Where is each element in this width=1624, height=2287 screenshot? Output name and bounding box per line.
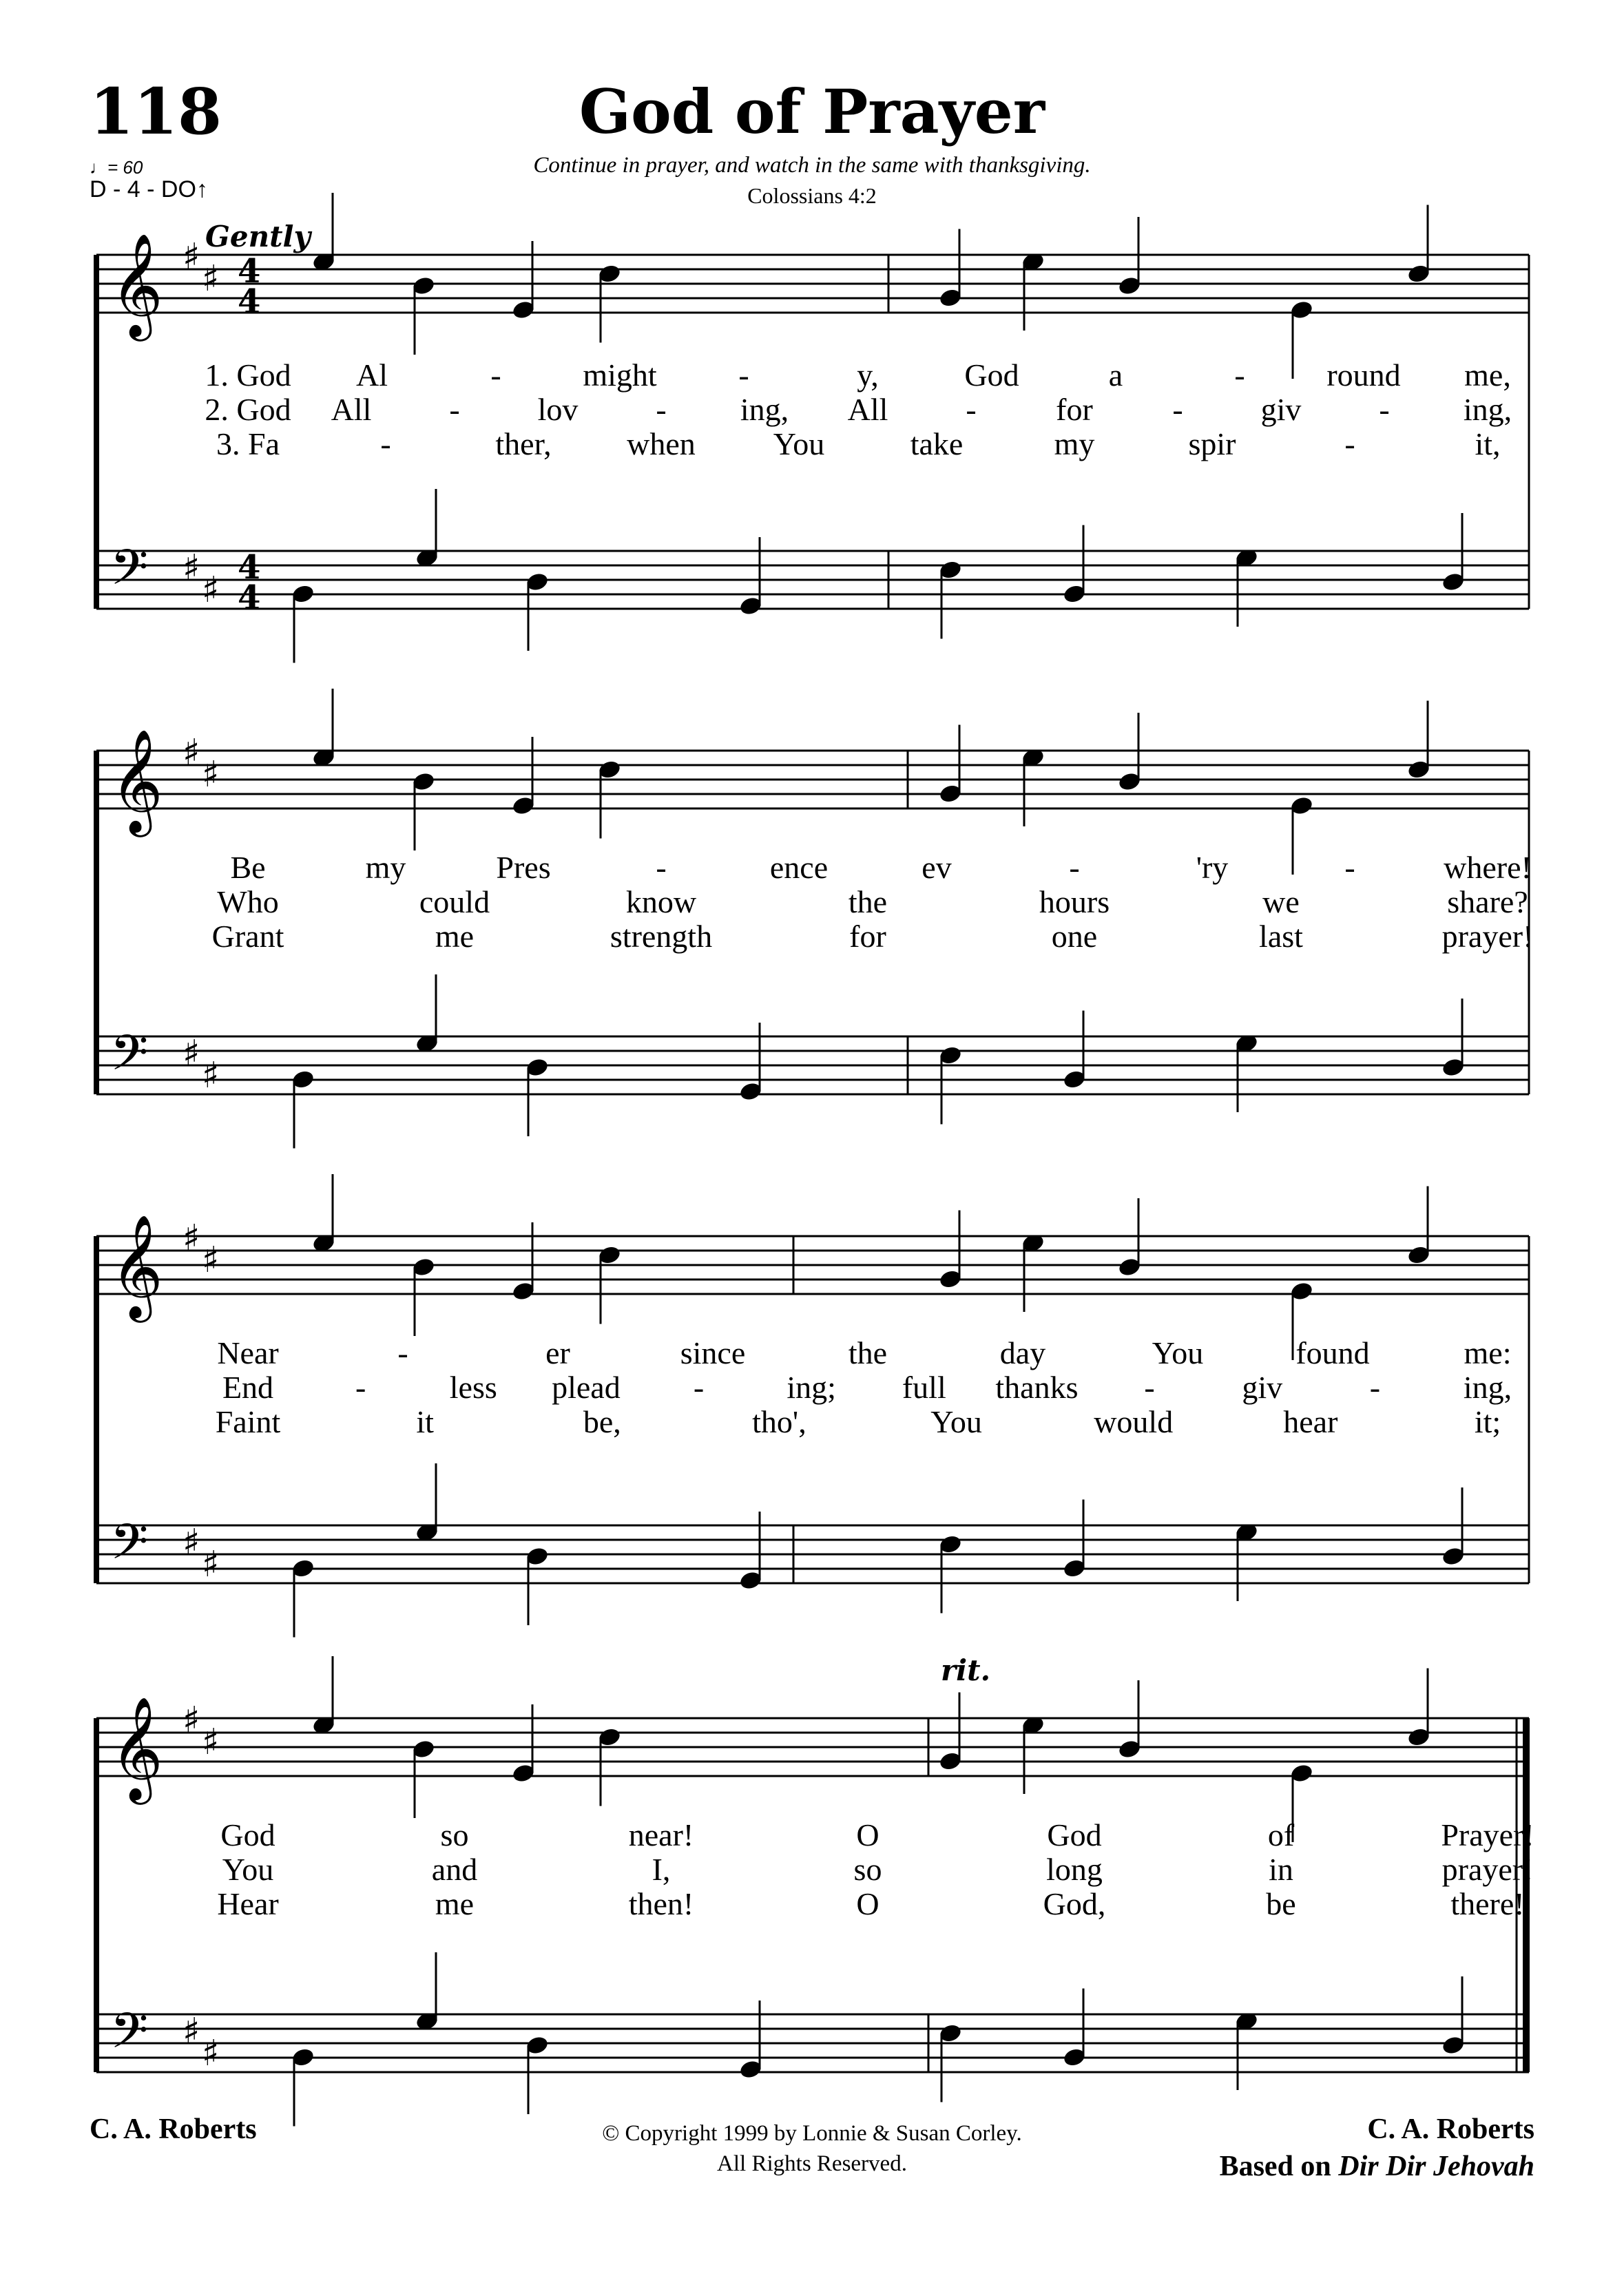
lyric-syllable: in [1269,1852,1293,1887]
sharp-icon: ♯ [183,1700,200,1741]
system-1 [96,232,1529,617]
lyric-syllable: - [1069,850,1080,885]
bass-staff [96,539,1529,617]
treble-staff [96,232,1529,342]
lyric-syllable: know [625,884,697,919]
lyric-syllable: You [930,1404,982,1439]
lyric-syllable: my [365,850,406,885]
sharp-icon: ♯ [183,236,200,278]
lyric-syllable: the [848,1335,888,1370]
lyric-syllable: - [1369,1370,1381,1405]
lyric-syllable: me [435,1886,475,1921]
arranger-credit: C. A. Roberts [1367,2113,1534,2145]
lyric-syllable: could [419,884,490,919]
rights-notice: All Rights Reserved. [717,2151,907,2176]
lyric-syllable: plead [552,1370,621,1405]
lyric-syllable: there! [1450,1886,1525,1921]
staff-systems [96,193,1529,2127]
lyric-syllable: prayer! [1441,1852,1534,1887]
lyric-syllable: - [693,1370,705,1405]
lyric-syllable: Near [217,1335,279,1370]
lyric-syllable: less [449,1370,497,1405]
sharp-icon: ♯ [183,547,200,589]
sharp-icon: ♯ [202,2033,220,2074]
lyric-syllable: O [856,1817,879,1852]
lyric-line-3-1 [217,1335,1511,1370]
direction-ritardando: rit. [941,1653,991,1687]
lyric-syllable: O [856,1886,879,1921]
lyric-syllable: so [440,1817,469,1852]
lyric-syllable: a [1108,357,1123,393]
lyric-syllable: - [1172,392,1183,427]
lyric-syllable: You [1152,1335,1204,1370]
lyric-syllable: me, [1464,357,1511,393]
lyric-syllable: Hear [217,1886,279,1921]
lyric-syllable: when [627,426,696,461]
lyric-syllable: 3. Fa [216,426,280,461]
treble-clef-icon: 𝄞 [110,728,163,833]
lyric-syllable: ing, [740,392,789,427]
lyric-syllable: me [435,919,475,954]
lyric-syllable: and [431,1852,478,1887]
time-signature-bottom: 4 [238,578,261,617]
lyric-syllable: 'ry [1196,850,1229,885]
lyric-syllable: long [1046,1852,1103,1887]
lyric-syllable: of [1267,1817,1295,1852]
lyrics-layer [205,357,1534,1921]
composer-credit: C. A. Roberts [90,2113,257,2145]
lyric-syllable: near! [628,1817,694,1852]
lyric-syllable: found [1295,1335,1370,1370]
lyric-syllable: - [1144,1370,1155,1405]
lyric-syllable: thanks [995,1370,1079,1405]
lyric-line-2-1 [230,850,1531,885]
hymn-number: 118 [90,74,222,149]
sharp-icon: ♯ [202,258,220,300]
system-2 [96,728,1529,1096]
sharp-icon: ♯ [183,1218,200,1259]
lyric-syllable: hear [1283,1404,1338,1439]
sharp-icon: ♯ [183,2011,200,2052]
bass-staff [96,2003,1529,2074]
lyric-syllable: Faint [215,1404,281,1439]
lyric-line-4-2 [222,1852,1534,1887]
bass-clef-icon: 𝄢 [110,2003,149,2071]
lyric-syllable: where! [1444,850,1532,885]
lyric-syllable: - [656,392,667,427]
lyric-syllable: Al [356,357,388,393]
hymn-title: God of Prayer [579,76,1045,147]
lyric-syllable: - [738,357,749,393]
lyric-syllable: er [545,1335,570,1370]
lyric-syllable: ing, [1463,392,1512,427]
sharp-icon: ♯ [202,1055,220,1096]
lyric-line-3-2 [222,1370,1512,1405]
lyric-syllable: - [1344,850,1355,885]
lyric-syllable: God, [1043,1886,1106,1921]
lyric-syllable: prayer! [1441,919,1534,954]
lyric-syllable: the [848,884,888,919]
treble-clef-icon: 𝄞 [110,1213,163,1318]
lyric-syllable: it [416,1404,434,1439]
quarter-note-icon: ♩ [90,157,107,178]
lyric-syllable: it; [1474,1404,1501,1439]
bass-staff [96,1025,1529,1096]
lyric-syllable: All [331,392,372,427]
bass-clef-icon: 𝄢 [110,539,149,608]
lyric-syllable: be, [583,1404,621,1439]
lyric-syllable: - [1234,357,1245,393]
lyric-syllable: - [1379,392,1390,427]
lyric-syllable: You [222,1852,274,1887]
copyright-notice: © Copyright 1999 by Lonnie & Susan Corley. [602,2121,1022,2146]
sharp-icon: ♯ [202,1544,220,1585]
lyric-line-3-3 [216,1404,1501,1439]
treble-clef-icon: 𝄞 [110,232,163,337]
lyric-line-2-3 [212,919,1534,954]
lyric-syllable: me: [1464,1335,1512,1370]
lyric-syllable: Pres [496,850,551,885]
lyric-syllable: my [1054,426,1095,461]
lyric-syllable: - [1344,426,1355,461]
lyric-syllable: round [1326,357,1401,393]
direction-gently: Gently [205,220,311,253]
lyric-line-1-2 [205,392,1512,427]
lyric-syllable: y, [857,357,879,393]
lyric-syllable: since [680,1335,746,1370]
lyric-syllable: strength [610,919,713,954]
treble-staff [96,728,1529,837]
lyric-syllable: would [1094,1404,1174,1439]
lyric-syllable: so [853,1852,882,1887]
lyric-syllable: - [380,426,391,461]
lyric-syllable: God [964,357,1019,393]
sharp-icon: ♯ [202,570,220,611]
lyric-syllable: End [222,1370,274,1405]
lyric-syllable: might [583,357,657,393]
lyric-syllable: last [1259,919,1303,954]
lyric-syllable: God [220,1817,275,1852]
lyric-syllable: then! [628,1886,694,1921]
treble-staff [96,1213,1529,1323]
tune-name: Dir Dir Jehovah [1338,2151,1534,2182]
time-signature-top: 4 [238,548,261,587]
lyric-syllable: for [849,919,886,954]
tune-credit [1220,2150,1534,2183]
sharp-icon: ♯ [183,1033,200,1074]
lyric-syllable: All [847,392,888,427]
lyric-syllable: ing; [787,1370,836,1405]
lyric-syllable: giv [1260,392,1302,427]
system-4 [96,1695,1529,2074]
lyric-syllable: take [910,426,964,461]
lyric-line-1-3 [216,426,1501,461]
lyric-syllable: - [449,392,460,427]
lyric-syllable: we [1262,884,1300,919]
treble-clef-icon: 𝄞 [110,1695,163,1800]
lyric-syllable: Grant [211,919,284,954]
lyric-syllable: giv [1242,1370,1283,1405]
lyric-syllable: Be [230,850,266,885]
lyric-syllable: ence [769,850,829,885]
sharp-icon: ♯ [202,754,220,795]
lyric-line-4-3 [217,1886,1524,1921]
lyric-syllable: ev [922,850,952,885]
tune-prefix: Based on [1219,2151,1331,2182]
sharp-icon: ♯ [202,1722,220,1763]
time-signature-bottom: 4 [238,282,261,321]
lyric-syllable: day [999,1335,1046,1370]
lyric-syllable: 1. God [205,357,291,393]
bass-clef-icon: 𝄢 [110,1025,149,1094]
lyric-line-1-1 [205,357,1510,393]
treble-staff [96,1695,1529,1805]
lyric-syllable: tho', [752,1404,806,1439]
sharp-icon: ♯ [183,1522,200,1563]
lyric-syllable: share? [1447,884,1528,919]
lyric-line-2-2 [217,884,1528,919]
scripture-reference: Colossians 4:2 [747,183,877,208]
lyric-syllable: I, [652,1852,671,1887]
bass-clef-icon: 𝄢 [110,1514,149,1583]
tempo-value: = 60 [107,157,143,178]
epigraph: Continue in prayer, and watch in the same with thanksgiving. [533,153,1091,178]
lyric-syllable: - [966,392,977,427]
lyric-syllable: 2. God [205,392,291,427]
lyric-syllable: ther, [495,426,552,461]
lyric-syllable: one [1051,919,1098,954]
sharp-icon: ♯ [183,732,200,773]
lyric-syllable: be [1266,1886,1296,1921]
lyric-syllable: it, [1475,426,1501,461]
lyric-syllable: - [656,850,667,885]
lyric-syllable: hours [1039,884,1110,919]
sharp-icon: ♯ [202,1240,220,1281]
lyric-line-4-1 [220,1817,1534,1852]
key-indicator: D - 4 - DO↑ [90,176,208,202]
lyric-syllable: God [1047,1817,1102,1852]
lyric-syllable: spir [1188,426,1236,461]
lyric-syllable: ing, [1463,1370,1512,1405]
lyric-syllable: Prayer! [1441,1817,1534,1852]
lyric-syllable: lov [537,392,579,427]
lyric-syllable: for [1056,392,1093,427]
lyric-syllable: You [773,426,825,461]
lyric-syllable: Who [217,884,279,919]
lyric-syllable: full [902,1370,946,1405]
time-signature-top: 4 [238,252,261,291]
lyric-syllable: - [355,1370,366,1405]
lyric-syllable: - [397,1335,408,1370]
lyric-syllable: - [490,357,501,393]
bass-staff [96,1514,1529,1585]
